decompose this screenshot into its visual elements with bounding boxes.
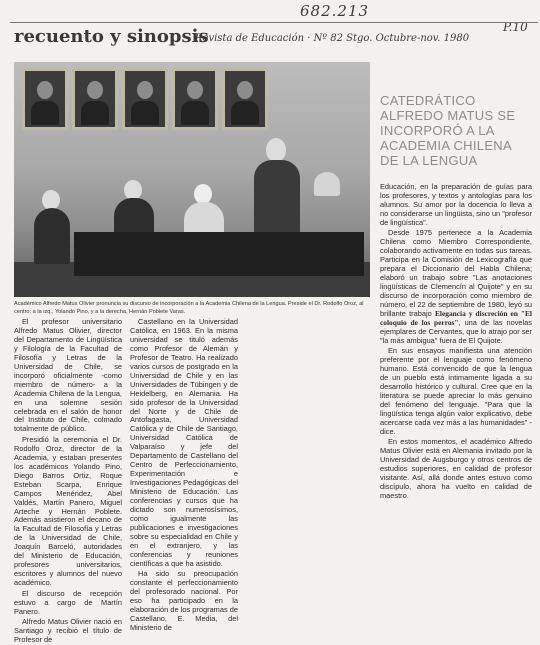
catalog-number-handwriting: 682.213 [300, 2, 370, 20]
photo-caption: Académico Alfredo Matus Olivier pronuncia su discurso de incorporación a la Academia Chilena de la Lengua. Preside el Dr. Rodolfo Oroz, al centro; a la izq., Yolando Pino, y a la derecha, Hernán Poblete Varas. [14, 301, 364, 315]
page-mark-handwriting: P.10 [503, 20, 528, 34]
paragraph: En estos momentos, el académico Alfredo Matus Olivier está en Alemania invitado por la Universidad de Augsburgo y otros centros de estudios superiores, en calidad de profesor visitante. Así, allá donde antes estuvo como discípulo, ahora ha vuelto en calidad de maestro. [380, 437, 532, 500]
article-column-3 [380, 183, 532, 600]
lecture-title: Elegancia y discreción en "El coloquio de los perros" [380, 308, 532, 327]
paragraph: Ha sido su preocupación constante el perfeccionamiento del profesorado nacional. Por eso ha participado en la elaboración de los programas de Castellano, E. Media, del Ministerio de [130, 569, 238, 632]
head-table [74, 232, 364, 276]
paragraph: El profesor universitario Alfredo Matus Olivier, director del Departamento de Lingüística y Filología de la Facultad de Filosofía y Letras de la Universidad de Chile, se incorporó oficialmente -como miembro de número- a la Academia Chilena de la Lengua, en una solemne sesión celebrada en el salón de honor del Instituto de Chile, colmado totalmente de público. [14, 317, 122, 434]
paragraph [380, 229, 532, 345]
desk-lamp [314, 172, 340, 196]
paragraph: Educación, en la preparación de guías para los profesores, y textos y antologías para los alumnos. Su amor por la docencia lo lleva a no considerarse un lingüista, sino un "profesor de lingüística". [380, 182, 532, 227]
wall-portrait [122, 68, 168, 130]
wall-portrait [72, 68, 118, 130]
article-column-2 [130, 317, 238, 632]
section-title: recuento y sinopsis [14, 26, 209, 47]
ceremony-photo [14, 62, 370, 297]
paragraph-text: Desde 1975 pertenece a la Academia Chilena como Miembro Correspondiente, colaborando activamente en todas sus tareas. Participa en la Comisión de Lexicografía que prepara el Diccionario del Habla Chilena; elaboró un trabajo sobre "Las anotaciones lingüísticas de Clemencín al Quijote" y en su discurso de incorporación como miembro de número, el 22 de septiembre de 1980, leyó su brillante trabajo [380, 228, 532, 318]
wall-portrait [222, 68, 268, 130]
article-column-1 [14, 317, 122, 644]
paragraph: En sus ensayos manifiesta una atención preferente por el lenguaje como fenómeno humano. Está convencido de que la lengua de un pueblo está íntimamente ligada a su desarrollo histórico y cultural. Cree que en la literatura se puede apreciar lo más genuino del fenómeno del lenguaje. "Para que la lingüística tenga algún valor explicativo, debe acercarse cada vez más a las humanidades" -dice. [380, 346, 532, 436]
paragraph-text: , una de las novelas ejemplares de Cervantes, que lo atrajo por ser "la más ambigua" fuera de El Quijote. [380, 317, 532, 345]
source-handwritten-note: Revista de Educación · Nº 82 Stgo. Octubre-nov. 1980 [195, 33, 470, 44]
paragraph: Castellano en la Universidad Católica, en 1963. En la misma universidad se tituló además como Profesor de Alemán y Profesor de Teatro. Ha realizado varios cursos de postgrado en la Universidad de Chile y en las Universidades de Tübingen y de Heidelberg, en Alemania. Ha sido profesor de la Universidad del Norte y de Chile de Antofagasta, Universidad Católica y de Chile de Santiago, Universidad Católica de Valparaíso y jefe del Departamento de Castellano del Centro de Perfeccionamiento, Experimentación e Investigaciones Pedagógicas del Ministerio de Educación. Las conferencias y cursos que ha dictado son numerosísimos, como igualmente las publicaciones e investigaciones sobre su especialidad en Chile y en el extranjero, y las conferencias y reuniones científicas a que ha asistido. [130, 317, 238, 568]
paragraph: Alfredo Matus Olivier nació en Santiago y recibió el título de Profesor de [14, 616, 122, 644]
paragraph: Presidió la ceremonia el Dr. Rodolfo Oroz, director de la Academia, y estaban presentes los académicos Yolando Pino, Diego Barros Ortiz, Roque Esteban Scarpa, Enrique Campos Menéndez, Abel Valdés, Martín Panero, Miguel Arteche y Hernán Poblete. Además asistieron el decano de la Facultad de Filosofía y Letras de la Universidad de Chile, Joaquín Barceló, autoridades del Ministerio de Educación, profesores universitarios, escritores y alumnos del nuevo académico. [14, 434, 122, 588]
article-headline: CATEDRÁTICO ALFREDO MATUS SE INCORPORÓ A LA ACADEMIA CHILENA DE LA LENGUA [380, 93, 516, 168]
paragraph: El discurso de recepción estuvo a cargo de Martín Panero. [14, 588, 122, 616]
wall-portrait [172, 68, 218, 130]
wall-portrait [22, 68, 68, 130]
